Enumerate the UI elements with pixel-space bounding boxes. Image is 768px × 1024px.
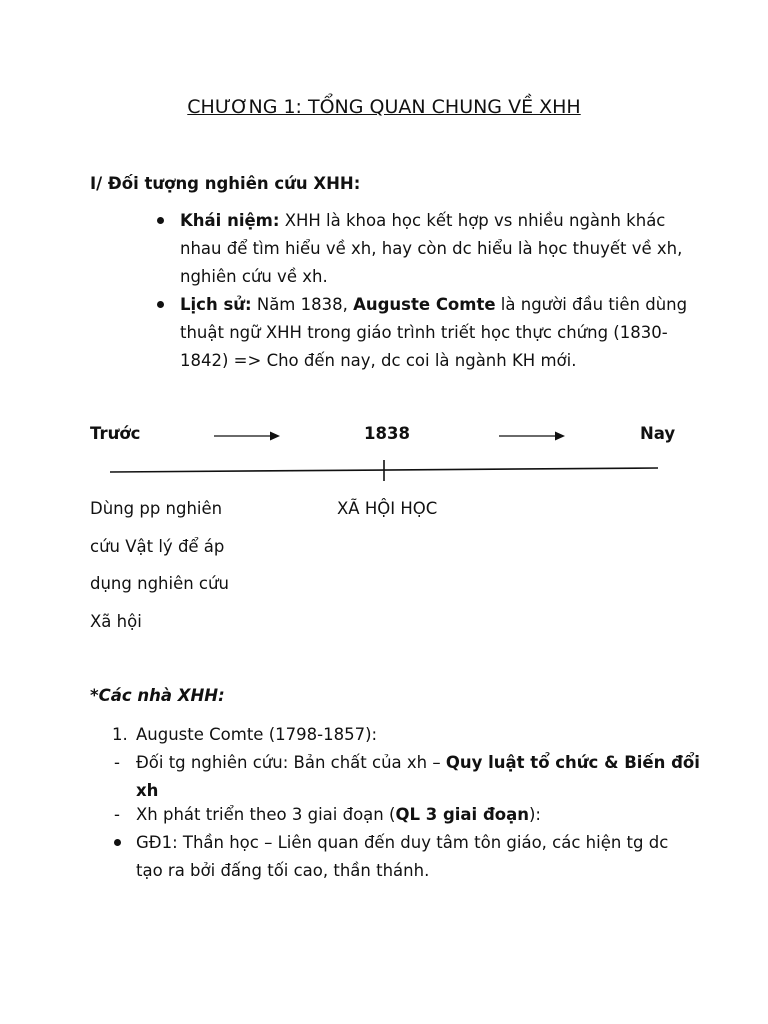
dash-item-stages (136, 801, 541, 829)
item-text: Xh phát triển theo 3 giai đoạn ( (136, 805, 396, 824)
section-heading-2: *Các nhà XHH: (90, 686, 225, 705)
timeline-mid-desc: XÃ HỘI HỌC (337, 499, 438, 518)
desc-line: Xã hội (90, 611, 142, 631)
bullet-text-line: 1842) => Cho đến nay, dc coi là ngành KH mới. (180, 351, 577, 370)
bullet-text: là người đầu tiên dùng (495, 295, 688, 314)
item-bold: Quy luật tổ chức & Biến đổi (445, 753, 700, 772)
dash-marker: - (114, 805, 120, 824)
item-bold: xh (136, 781, 159, 800)
list-item-comte: Auguste Comte (1798-1857): (136, 725, 378, 744)
item-text: ): (528, 805, 541, 824)
bullet-text-line: XHH là khoa học kết hợp vs nhiều ngành khác (279, 211, 666, 230)
desc-line: Dùng pp nghiên (90, 499, 223, 518)
dash-marker: - (114, 753, 120, 772)
section-heading-1: I/ Đối tượng nghiên cứu XHH: (90, 174, 361, 193)
bullet-text-line: tạo ra bởi đấng tối cao, thần thánh. (136, 861, 430, 880)
bullet-text: Năm 1838, (251, 295, 354, 314)
bullet-text-line: thuật ngữ XHH trong giáo trình triết học thực chứng (1830- (180, 323, 668, 342)
item-text: Đối tg nghiên cứu: Bản chất của xh – (136, 753, 446, 772)
timeline-left-desc (90, 490, 229, 640)
bullet-dot (114, 839, 121, 846)
page-title: CHƯƠNG 1: TỔNG QUAN CHUNG VỀ XHH (187, 96, 581, 118)
timeline-right-label: Nay (640, 424, 676, 443)
bullet-label: Khái niệm: (180, 211, 280, 230)
bullet-text-line: nhau để tìm hiểu về xh, hay còn dc hiểu là học thuyết về xh, (180, 239, 683, 258)
desc-line: cứu Vật lý để áp (90, 536, 225, 556)
list-marker: 1. (112, 725, 128, 744)
bullet-gd1 (136, 829, 668, 885)
arrow-right-icon (214, 432, 280, 441)
item-bold: QL 3 giai đoạn (395, 805, 529, 824)
timeline-mid-label: 1838 (364, 424, 410, 443)
dash-item-object (136, 749, 700, 805)
arrow-right-icon (499, 432, 565, 441)
bullet-text-line: nghiên cứu về xh. (180, 267, 328, 286)
desc-line: dụng nghiên cứu (90, 574, 229, 593)
timeline-left-label: Trước (90, 424, 141, 443)
bullet-label: Lịch sử: (180, 295, 252, 314)
bold-name: Auguste Comte (353, 295, 496, 314)
bullet-text-line: GĐ1: Thần học – Liên quan đến duy tâm tôn giáo, các hiện tg dc (136, 833, 669, 852)
